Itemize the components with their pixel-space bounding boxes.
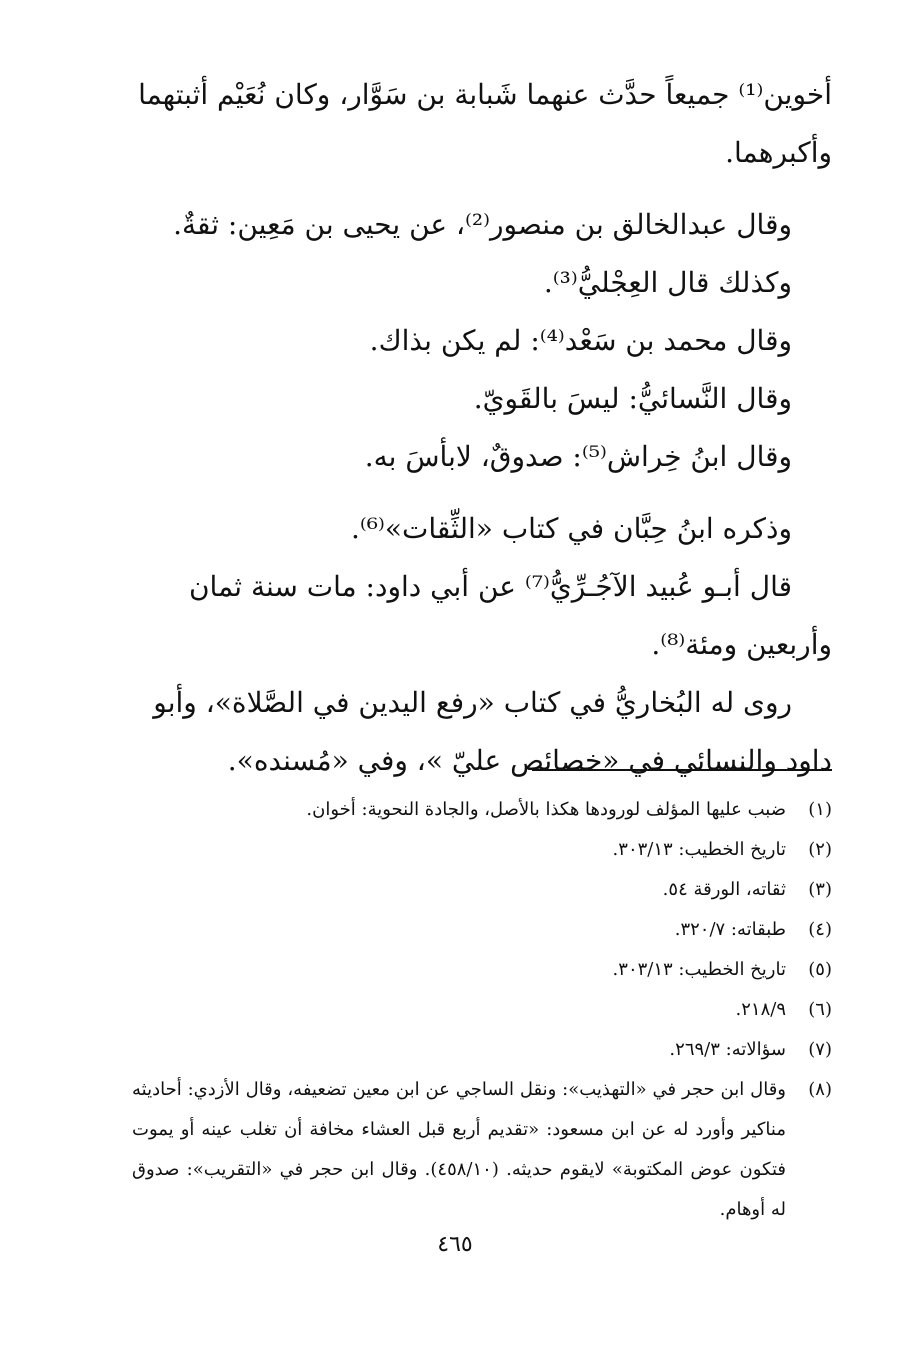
footnote-text: ثقاته، الورقة ٥٤. bbox=[662, 879, 786, 900]
line: وقال عبدالخالق بن منصور⁽²⁾، عن يحيى بن مَعِين: ثقةٌ. bbox=[173, 208, 792, 241]
footnote-text: وقال ابن حجر في «التهذيب»: ونقل الساجي عن ابن معين تضعيفه، وقال الأزدي: أحاديثه مناكير وأورد له عن ابن مسعود: «تقديم أربع قبل العشاء مخافة أن تغلب عينه أو يموت فتكون عوض المكتوبة» لايقوم حديثه. (٤٥٨/١٠). وقال ابن حجر في «التقريب»: صدوق له أوهام. bbox=[132, 1079, 787, 1220]
footnote-7 bbox=[132, 1030, 832, 1070]
line: وأربعين ومئة⁽⁸⁾. bbox=[651, 628, 832, 661]
footnote-divider bbox=[532, 769, 832, 771]
footnote-text: ٢١٨/٩. bbox=[735, 999, 786, 1020]
footnote-text: تاريخ الخطيب: ٣٠٣/١٣. bbox=[612, 959, 786, 980]
line: قال أبـو عُبيد الآجُـرِّيُّ⁽⁷⁾ عن أبي داود: مات سنة ثمان bbox=[188, 570, 792, 603]
paragraph-ajurri bbox=[132, 558, 832, 674]
footnote-3 bbox=[132, 870, 832, 910]
line: وأكبرهما. bbox=[725, 136, 832, 169]
footnote-8 bbox=[132, 1070, 832, 1230]
paragraph-opinions bbox=[132, 196, 832, 486]
spacer bbox=[132, 486, 832, 500]
paragraph-hibban bbox=[132, 500, 832, 558]
footnote-text: تاريخ الخطيب: ٣٠٣/١٣. bbox=[612, 839, 786, 860]
line: داود والنسائي في «خصائص عليّ »، وفي «مُسنده». bbox=[227, 744, 832, 777]
footnote-number: (٢) bbox=[808, 839, 832, 860]
line: وقال محمد بن سَعْد⁽⁴⁾: لم يكن بذاك. bbox=[369, 324, 792, 357]
footnote-number: (٨) bbox=[808, 1079, 832, 1100]
line: وقال النَّسائيُّ: ليسَ بالقَويّ. bbox=[473, 382, 792, 415]
footnote-6 bbox=[132, 990, 832, 1030]
page-number: ٤٦٥ bbox=[437, 1232, 473, 1257]
line: روى له البُخاريُّ في كتاب «رفع اليدين في الصَّلاة»، وأبو bbox=[153, 686, 792, 719]
paragraph-ikhwayn bbox=[132, 66, 832, 182]
footnote-number: (٦) bbox=[808, 999, 832, 1020]
footnote-4 bbox=[132, 910, 832, 950]
paragraph-bukhari bbox=[132, 674, 832, 790]
footnote-number: (٧) bbox=[808, 1039, 832, 1060]
line: وقال ابنُ خِراش⁽⁵⁾: صدوقٌ، لابأسَ به. bbox=[364, 440, 792, 473]
footnote-number: (٤) bbox=[808, 919, 832, 940]
line: وكذلك قال العِجْليُّ⁽³⁾. bbox=[543, 266, 792, 299]
footnote-text: سؤالاته: ٢٦٩/٣. bbox=[669, 1039, 786, 1060]
footnote-number: (٥) bbox=[808, 959, 832, 980]
spacer bbox=[132, 182, 832, 196]
footnote-text: طبقاته: ٣٢٠/٧. bbox=[674, 919, 786, 940]
footnote-text: ضبب عليها المؤلف لورودها هكذا بالأصل، والجادة النحوية: أخوان. bbox=[306, 799, 786, 820]
footnote-number: (٣) bbox=[808, 879, 832, 900]
main-text bbox=[132, 66, 832, 790]
footnote-2 bbox=[132, 830, 832, 870]
footnotes bbox=[132, 790, 832, 1230]
footnote-5 bbox=[132, 950, 832, 990]
footnote-number: (١) bbox=[808, 799, 832, 820]
line: أخوين⁽¹⁾ جميعاً حدَّث عنهما شَبابة بن سَوَّار، وكان نُعَيْم أثبتهما bbox=[138, 78, 832, 111]
footnote-1 bbox=[132, 790, 832, 830]
line: وذكره ابنُ حِبَّان في كتاب «الثِّقات»⁽⁶⁾. bbox=[350, 512, 792, 545]
